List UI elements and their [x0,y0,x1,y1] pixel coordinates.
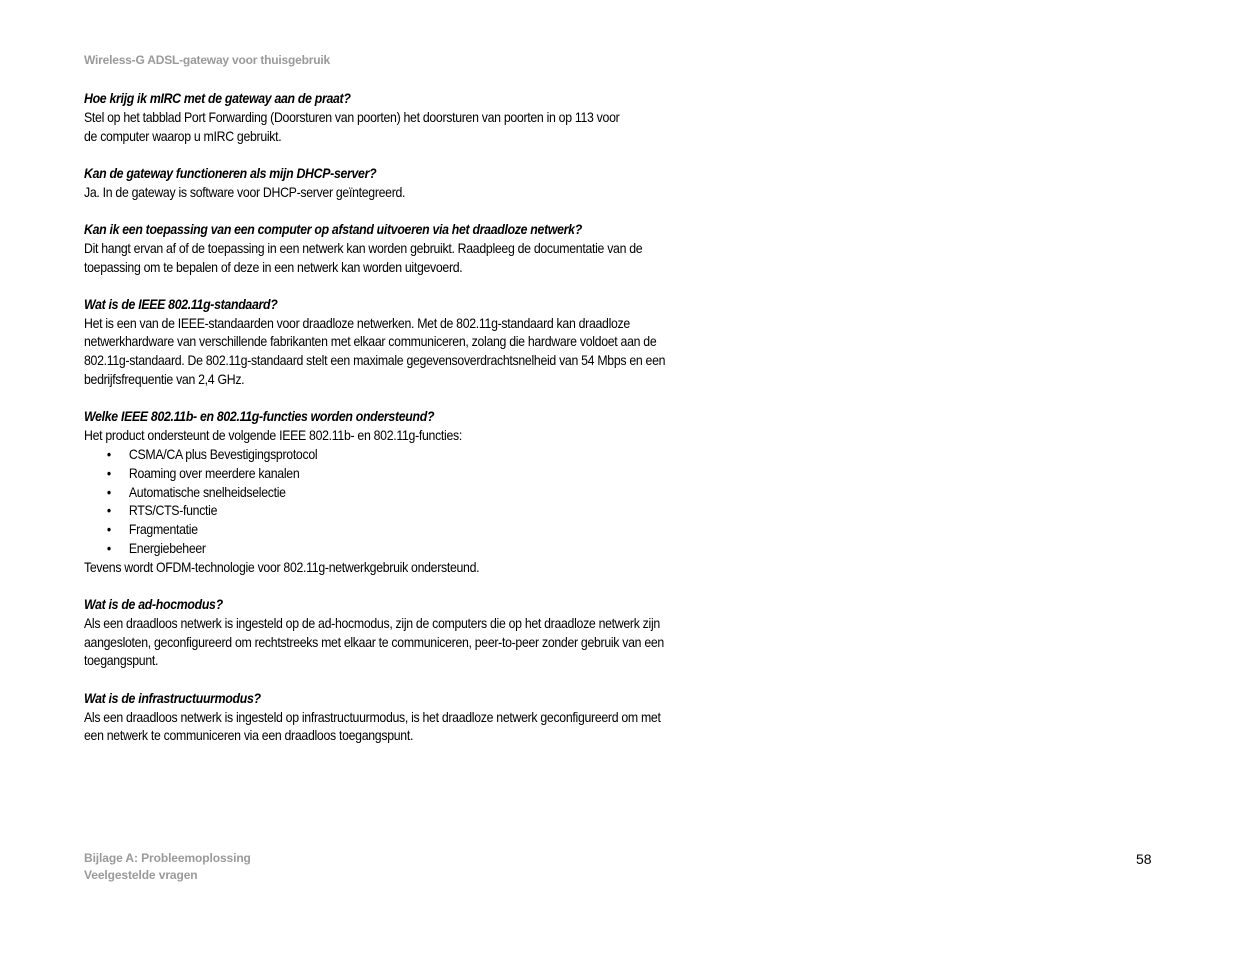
running-footer [84,850,251,883]
faq-question: Wat is de infrastructuurmodus? [84,689,261,706]
faq-answer: Stel op het tabblad Port Forwarding (Doorsturen van poorten) het doorsturen van poorten in op 113 voor de computer waarop u mIRC gebruikt. [84,108,620,144]
footer-section: Bijlage A: Probleemoplossing [84,851,251,865]
list-item-text: Fragmentatie [128,521,198,538]
running-header: Wireless-G ADSL-gateway voor thuisgebruik [84,53,330,67]
faq-item-supported-functions [84,407,682,576]
faq-answer: Als een draadloos netwerk is ingesteld op infrastructuurmodus, is het draadloze netwerk geconfigureerd om met een netwerk te communiceren via een draadloos toegangspunt. [84,708,661,744]
faq-answer: Dit hangt ervan af of de toepassing in een netwerk kan worden gebruikt. Raadpleeg de documentatie van de toepassing om te bepalen of deze in een netwerk kan worden uitgevoerd. [84,239,643,275]
faq-item-remote-app [84,220,682,276]
faq-answer: Het is een van de IEEE-standaarden voor draadloze netwerken. Met de 802.11g-standaard kan draadloze netwerkhardware van verschillende fabrikanten met elkaar communiceren, zolang die hardware voldoet aan de 802.11g-standaard. De 802.11g-standaard stelt een maximale gegevensoverdrachtsnelheid van 54 Mbps en een bedrijfsfrequentie van 2,4 GHz. [84,314,666,388]
list-item [84,539,682,558]
list-item-text: Energiebeheer [128,539,206,556]
bullet-icon: • [106,464,111,481]
faq-content [84,89,682,764]
bullet-icon: • [106,483,111,500]
faq-answer: Ja. In de gateway is software voor DHCP-server geïntegreerd. [84,183,406,200]
page-number: 58 [1136,851,1152,867]
faq-answer-followup: Tevens wordt OFDM-technologie voor 802.11g-netwerkgebruik ondersteund. [84,558,480,575]
faq-question: Wat is de IEEE 802.11g-standaard? [84,295,278,312]
list-item [84,445,682,464]
list-item-text: RTS/CTS-functie [128,502,218,519]
bullet-icon: • [106,539,111,556]
list-item [84,483,682,502]
bullet-icon: • [106,521,111,538]
faq-item-infrastructure [84,689,682,745]
feature-list [84,445,682,558]
faq-answer: Als een draadloos netwerk is ingesteld op de ad-hocmodus, zijn de computers die op het draadloze netwerk zijn aangesloten, geconfigureerd om rechtstreeks met elkaar te communiceren, peer-to-peer zonder gebruik van een toegangspunt. [84,614,664,669]
faq-item-adhoc [84,595,682,670]
bullet-icon: • [106,502,111,519]
faq-item-80211g-standard [84,295,682,389]
faq-question: Welke IEEE 802.11b- en 802.11g-functies worden ondersteund? [84,408,435,425]
list-item [84,464,682,483]
faq-question: Wat is de ad-hocmodus? [84,596,223,613]
faq-item-dhcp [84,164,682,202]
list-item-text: Roaming over meerdere kanalen [128,464,300,481]
list-item [84,501,682,520]
list-item-text: CSMA/CA plus Bevestigingsprotocol [128,445,318,462]
list-item [84,520,682,539]
faq-item-mirc [84,89,682,145]
faq-question: Kan ik een toepassing van een computer op afstand uitvoeren via het draadloze netwerk? [84,220,582,237]
faq-answer: Het product ondersteunt de volgende IEEE 802.11b- en 802.11g-functies: [84,427,462,444]
faq-question: Kan de gateway functioneren als mijn DHCP-server? [84,164,377,181]
bullet-icon: • [106,445,111,462]
footer-subsection: Veelgestelde vragen [84,867,198,882]
list-item-text: Automatische snelheidselectie [128,483,286,500]
faq-question: Hoe krijg ik mIRC met de gateway aan de praat? [84,90,351,106]
